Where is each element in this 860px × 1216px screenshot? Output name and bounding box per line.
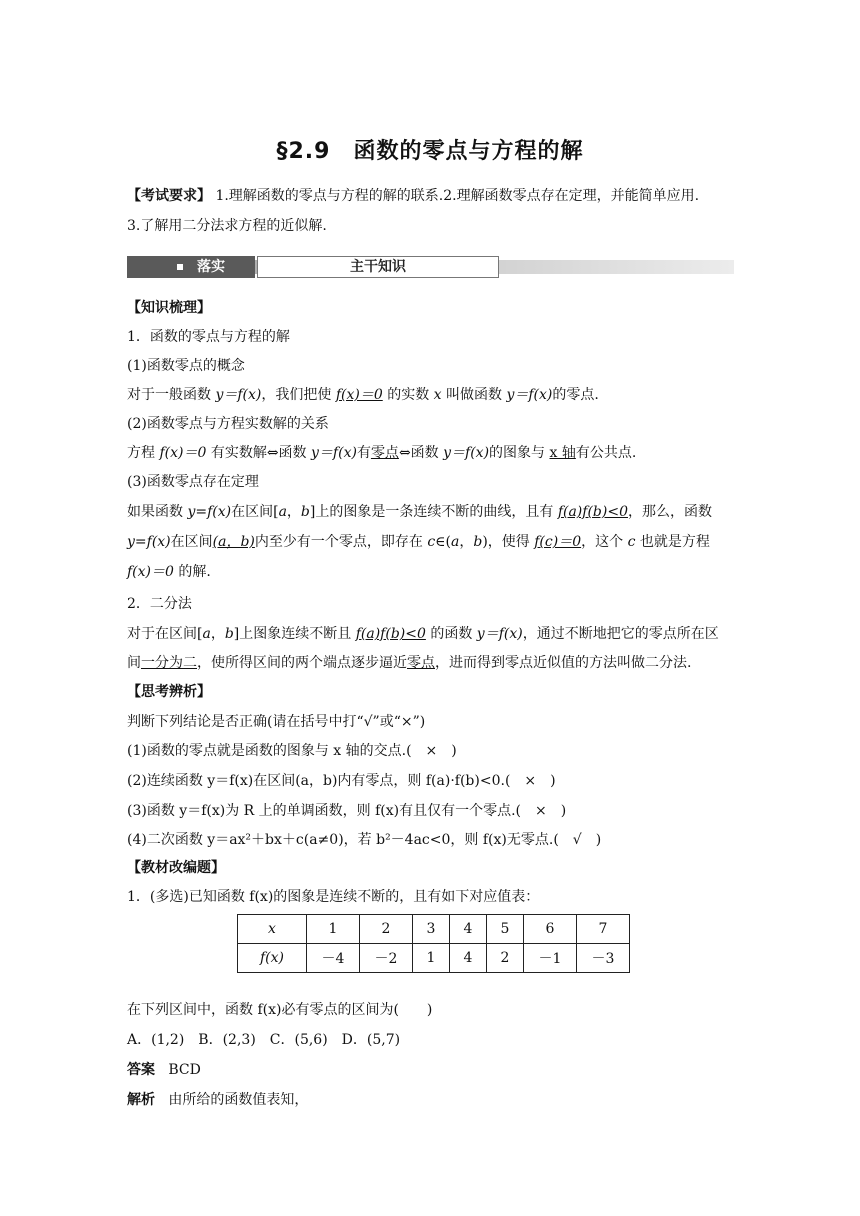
math: c — [427, 534, 436, 550]
underlined-answer: f(x)＝0 — [335, 387, 383, 403]
underlined-answer: 零点 — [407, 655, 435, 671]
judgment-item — [127, 830, 601, 850]
underlined-answer: f(a)f(b)<0 — [557, 504, 628, 520]
analysis-label: 解析 — [127, 1092, 155, 1108]
zero-equation-relation — [127, 443, 636, 463]
judgment-text: (1)函数的零点就是函数的图象与 x 轴的交点. — [127, 743, 407, 759]
judgment-text: (2)连续函数 y＝f(x)在区间(a，b)内有零点，则 f(a)·f(b)<0. — [127, 773, 505, 789]
text: 的实数 — [382, 387, 434, 403]
table-cell: 2 — [487, 944, 524, 973]
judgment-mark: ( × ) — [406, 743, 457, 759]
math: y＝f(x) — [215, 387, 262, 403]
cell-text: x — [268, 921, 276, 937]
banner-left-label: 落实 — [197, 259, 225, 275]
table-cell: 1 — [413, 944, 450, 973]
table-cell: －1 — [524, 944, 577, 973]
table-row — [238, 944, 630, 973]
underlined-answer: f(c)＝0 — [534, 534, 582, 550]
text: 内至少有一个零点，即存在 — [254, 534, 428, 550]
theorem-line-1 — [127, 502, 712, 522]
question-1-options: A．(1,2) B．(2,3) C．(5,6) D．(5,7) — [127, 1032, 401, 1048]
text: ，那么，函数 — [627, 504, 712, 520]
math: c — [627, 534, 636, 550]
text: ，这个 — [581, 534, 628, 550]
table-cell: 1 — [307, 915, 360, 944]
text: 如果函数 — [127, 504, 188, 520]
text: ]上图象连续不断且 — [233, 626, 356, 642]
table-cell: 2 — [360, 915, 413, 944]
underlined-answer: (a，b) — [212, 534, 255, 550]
math: y=f(x) — [127, 534, 171, 550]
knowledge-section-1b: (2)函数零点与方程实数解的关系 — [127, 416, 329, 432]
textbook-heading: 【教材改编题】 — [127, 860, 225, 876]
zero-definition — [127, 385, 599, 405]
table-row — [238, 915, 630, 944]
text: 方程 — [127, 445, 160, 461]
math: b — [224, 626, 234, 642]
theorem-line-2 — [127, 532, 710, 552]
bisection-line-1 — [127, 624, 719, 644]
math: y＝f(x) — [443, 445, 490, 461]
judgment-item — [127, 801, 566, 821]
math: b — [300, 504, 310, 520]
text: ]上的图象是一条连续不断的曲线，且有 — [309, 504, 558, 520]
knowledge-section-1a: (1)函数零点的概念 — [127, 358, 245, 374]
underlined-answer: 零点 — [370, 445, 399, 461]
requirements-label: 【考试要求】 — [127, 188, 211, 204]
analysis-text: 由所给的函数值表知， — [168, 1092, 309, 1108]
text: ， — [286, 504, 301, 520]
knowledge-heading: 【知识梳理】 — [127, 300, 211, 316]
section-banner — [127, 256, 734, 278]
value-table — [237, 914, 630, 973]
banner-right-label: 主干知识 — [257, 256, 499, 278]
requirements-line-1 — [127, 186, 699, 206]
math: y=f(x) — [187, 504, 232, 520]
table-header-cell — [238, 915, 307, 944]
math: a — [202, 626, 211, 642]
text: ，通过不断地把它的零点所在区 — [522, 626, 719, 642]
text: 在区间[ — [231, 504, 279, 520]
text: 有实数解⇔函数 — [206, 445, 312, 461]
math: f(x)＝0 — [127, 564, 174, 580]
cell-text: f(x) — [259, 950, 284, 966]
math: b — [473, 534, 483, 550]
knowledge-section-2: 2．二分法 — [127, 596, 192, 612]
knowledge-section-1c: (3)函数零点存在定理 — [127, 474, 259, 490]
math: y＝f(x) — [506, 387, 553, 403]
text: 的函数 — [425, 626, 477, 642]
thinking-heading: 【思考辨析】 — [127, 684, 211, 700]
table-cell: 7 — [577, 915, 630, 944]
page-title: §2.9 函数的零点与方程的解 — [276, 139, 584, 164]
text: ⇔函数 — [398, 445, 444, 461]
text: 间 — [127, 655, 141, 671]
math: a — [278, 504, 287, 520]
table-header-cell — [238, 944, 307, 973]
underlined-answer: 一分为二 — [141, 655, 197, 671]
text: ，使所得区间的两个端点逐步逼近 — [197, 655, 407, 671]
text: 叫做函数 — [441, 387, 507, 403]
math: f(x)＝0 — [159, 445, 207, 461]
text: 也就是方程 — [635, 534, 710, 550]
text: )，使得 — [482, 534, 535, 550]
text: ，我们把使 — [261, 387, 336, 403]
answer-label: 答案 — [127, 1062, 155, 1078]
text: ， — [210, 626, 225, 642]
underlined-answer: x 轴 — [549, 445, 576, 461]
judgment-mark: ( × ) — [504, 773, 556, 789]
text: ，进而得到零点近似值的方法叫做二分法. — [435, 655, 692, 671]
judgment-mark: ( √ ) — [553, 832, 602, 848]
answer-line — [127, 1060, 201, 1080]
text: 有 — [356, 445, 371, 461]
text: 的解. — [173, 564, 211, 580]
text: 对于一般函数 — [127, 387, 216, 403]
math: a — [451, 534, 460, 550]
text: ∈( — [435, 534, 451, 550]
table-cell: 5 — [487, 915, 524, 944]
text: 在区间 — [170, 534, 213, 550]
table-cell: 3 — [413, 915, 450, 944]
table-cell: 6 — [524, 915, 577, 944]
judgment-item — [127, 771, 556, 791]
table-cell: －2 — [360, 944, 413, 973]
judgment-text: (4)二次函数 y＝ax²＋bx＋c(a≠0)，若 b²－4ac<0，则 f(x)无零点. — [127, 832, 554, 848]
knowledge-section-1: 1．函数的零点与方程的解 — [127, 329, 290, 345]
table-cell: 4 — [450, 944, 487, 973]
text: 有公共点. — [575, 445, 637, 461]
judgment-item — [127, 741, 457, 761]
banner-left — [127, 256, 255, 278]
table-cell: －3 — [577, 944, 630, 973]
judgment-mark: ( × ) — [515, 803, 567, 819]
square-bullet-icon — [177, 264, 183, 270]
text: ， — [459, 534, 474, 550]
text: 的图象与 — [489, 445, 550, 461]
thinking-intro: 判断下列结论是否正确(请在括号中打“√”或“×”) — [127, 714, 426, 730]
requirements-text-1: 1.理解函数的零点与方程的解的联系.2.理解函数零点存在定理，并能简单应用. — [215, 188, 700, 204]
table-cell: －4 — [307, 944, 360, 973]
analysis-line — [127, 1090, 308, 1110]
text: 的零点. — [552, 387, 599, 403]
math: y＝f(x) — [476, 626, 523, 642]
theorem-line-3 — [127, 562, 211, 582]
question-1-ask: 在下列区间中，函数 f(x)必有零点的区间为( ) — [127, 1002, 433, 1018]
math: x — [433, 387, 442, 403]
bisection-line-2 — [127, 653, 691, 673]
answer-value: BCD — [168, 1062, 201, 1078]
underlined-answer: f(a)f(b)<0 — [355, 626, 426, 642]
math: y＝f(x) — [311, 445, 357, 461]
table-cell: 4 — [450, 915, 487, 944]
judgment-text: (3)函数 y＝f(x)为 R 上的单调函数，则 f(x)有且仅有一个零点. — [127, 803, 516, 819]
requirements-line-2: 3.了解用二分法求方程的近似解. — [127, 218, 327, 234]
text: 对于在区间[ — [127, 626, 203, 642]
question-1: 1．(多选)已知函数 f(x)的图象是连续不断的，且有如下对应值表： — [127, 889, 540, 905]
